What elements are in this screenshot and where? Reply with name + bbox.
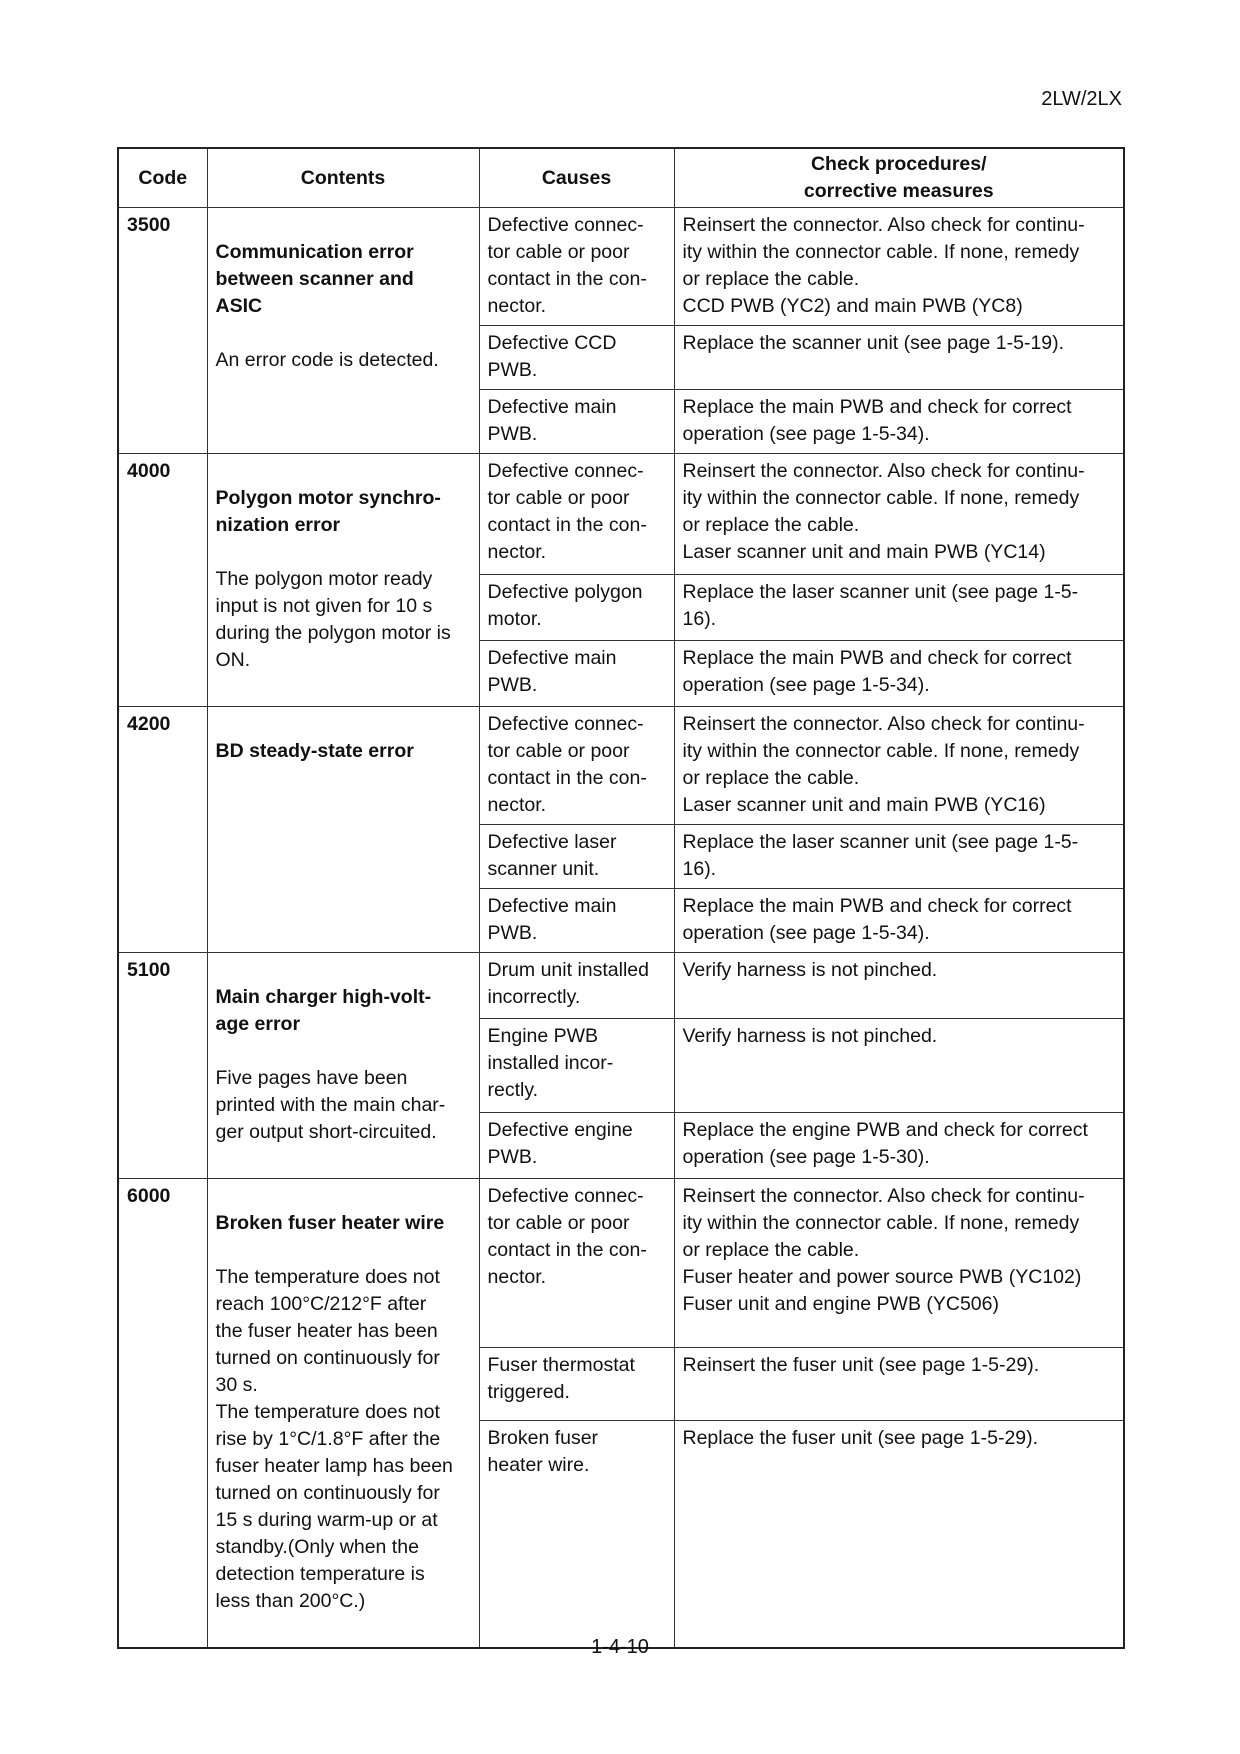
error-contents: [207, 707, 479, 953]
check-procedure: Reinsert the connector. Also check for continu- ity within the connector cable. If none, remedy or replace the cable. Laser scanner unit and main PWB (YC14): [674, 454, 1124, 575]
error-cause: Defective engine PWB.: [479, 1112, 674, 1178]
table-row: [118, 707, 1124, 825]
check-procedure: Reinsert the connector. Also check for continu- ity within the connector cable. If none, remedy or replace the cable. CCD PWB (YC2) and main PWB (YC8): [674, 208, 1124, 326]
error-cause: Defective connec- tor cable or poor contact in the con- nector.: [479, 208, 674, 326]
error-contents: [207, 208, 479, 454]
error-cause: Engine PWB installed incor- rectly.: [479, 1019, 674, 1113]
error-cause: Defective laser scanner unit.: [479, 825, 674, 889]
error-cause: Defective main PWB.: [479, 641, 674, 707]
check-procedure: Replace the main PWB and check for correct operation (see page 1-5-34).: [674, 889, 1124, 953]
error-code: 3500: [118, 208, 207, 454]
error-title: Main charger high-volt- age error: [215, 986, 432, 1035]
column-header-causes: Causes: [479, 148, 674, 208]
error-cause: Fuser thermostat triggered.: [479, 1347, 674, 1421]
error-cause: Drum unit installed incorrectly.: [479, 953, 674, 1019]
error-title: Polygon motor synchro- nization error: [215, 487, 441, 536]
error-description: An error code is detected.: [215, 349, 439, 371]
error-code: 4000: [118, 454, 207, 707]
error-cause: Defective polygon motor.: [479, 575, 674, 641]
error-title: BD steady-state error: [215, 740, 414, 762]
check-procedure: Verify harness is not pinched.: [674, 953, 1124, 1019]
error-cause: Broken fuser heater wire.: [479, 1421, 674, 1648]
error-contents: [207, 953, 479, 1179]
error-contents: [207, 1179, 479, 1649]
table-row: [118, 454, 1124, 575]
error-code: 6000: [118, 1179, 207, 1649]
error-code-table: [117, 147, 1125, 1649]
check-procedure: Verify harness is not pinched.: [674, 1019, 1124, 1113]
check-procedure: Reinsert the fuser unit (see page 1-5-29).: [674, 1347, 1124, 1421]
check-procedure: Replace the laser scanner unit (see page 1-5- 16).: [674, 575, 1124, 641]
error-title: Broken fuser heater wire: [215, 1212, 445, 1234]
check-procedure: Replace the main PWB and check for correct operation (see page 1-5-34).: [674, 641, 1124, 707]
column-header-contents: Contents: [207, 148, 479, 208]
check-procedure: Reinsert the connector. Also check for continu- ity within the connector cable. If none, remedy or replace the cable. Laser scanner unit and main PWB (YC16): [674, 707, 1124, 825]
table-row: [118, 208, 1124, 326]
table-row: [118, 1179, 1124, 1348]
column-header-code: Code: [118, 148, 207, 208]
error-cause: Defective connec- tor cable or poor contact in the con- nector.: [479, 1179, 674, 1348]
error-cause: Defective connec- tor cable or poor contact in the con- nector.: [479, 454, 674, 575]
error-cause: Defective main PWB.: [479, 390, 674, 454]
error-description: The temperature does not reach 100°C/212°F after the fuser heater has been turned on continuously for 30 s. The temperature does not rise by 1°C/1.8°F after the fuser heater lamp has been turned on continuously for 15 s during warm-up or at standby.(Only when the detection temperature is less than 200°C.): [215, 1266, 453, 1612]
error-description: The polygon motor ready input is not given for 10 s during the polygon motor is ON.: [215, 568, 451, 671]
column-header-check-procedures: Check procedures/ corrective measures: [674, 148, 1124, 208]
error-description: Five pages have been printed with the main char- ger output short-circuited.: [215, 1067, 446, 1143]
error-title: Communication error between scanner and ASIC: [215, 241, 414, 317]
error-contents: [207, 454, 479, 707]
error-cause: Defective main PWB.: [479, 889, 674, 953]
table-header-row: [118, 148, 1124, 208]
check-procedure: Reinsert the connector. Also check for continu- ity within the connector cable. If none, remedy or replace the cable. Fuser heater and power source PWB (YC102) Fuser unit and engine PWB (YC506): [674, 1179, 1124, 1348]
check-procedure: Replace the engine PWB and check for correct operation (see page 1-5-30).: [674, 1112, 1124, 1178]
error-code: 4200: [118, 707, 207, 953]
check-procedure: Replace the fuser unit (see page 1-5-29).: [674, 1421, 1124, 1648]
check-procedure: Replace the scanner unit (see page 1-5-19).: [674, 326, 1124, 390]
check-procedure: Replace the main PWB and check for correct operation (see page 1-5-34).: [674, 390, 1124, 454]
document-id: 2LW/2LX: [1041, 88, 1122, 110]
page-number: 1-4-10: [591, 1636, 649, 1658]
check-procedure: Replace the laser scanner unit (see page 1-5- 16).: [674, 825, 1124, 889]
error-code: 5100: [118, 953, 207, 1179]
error-cause: Defective CCD PWB.: [479, 326, 674, 390]
table-row: [118, 953, 1124, 1019]
error-cause: Defective connec- tor cable or poor contact in the con- nector.: [479, 707, 674, 825]
